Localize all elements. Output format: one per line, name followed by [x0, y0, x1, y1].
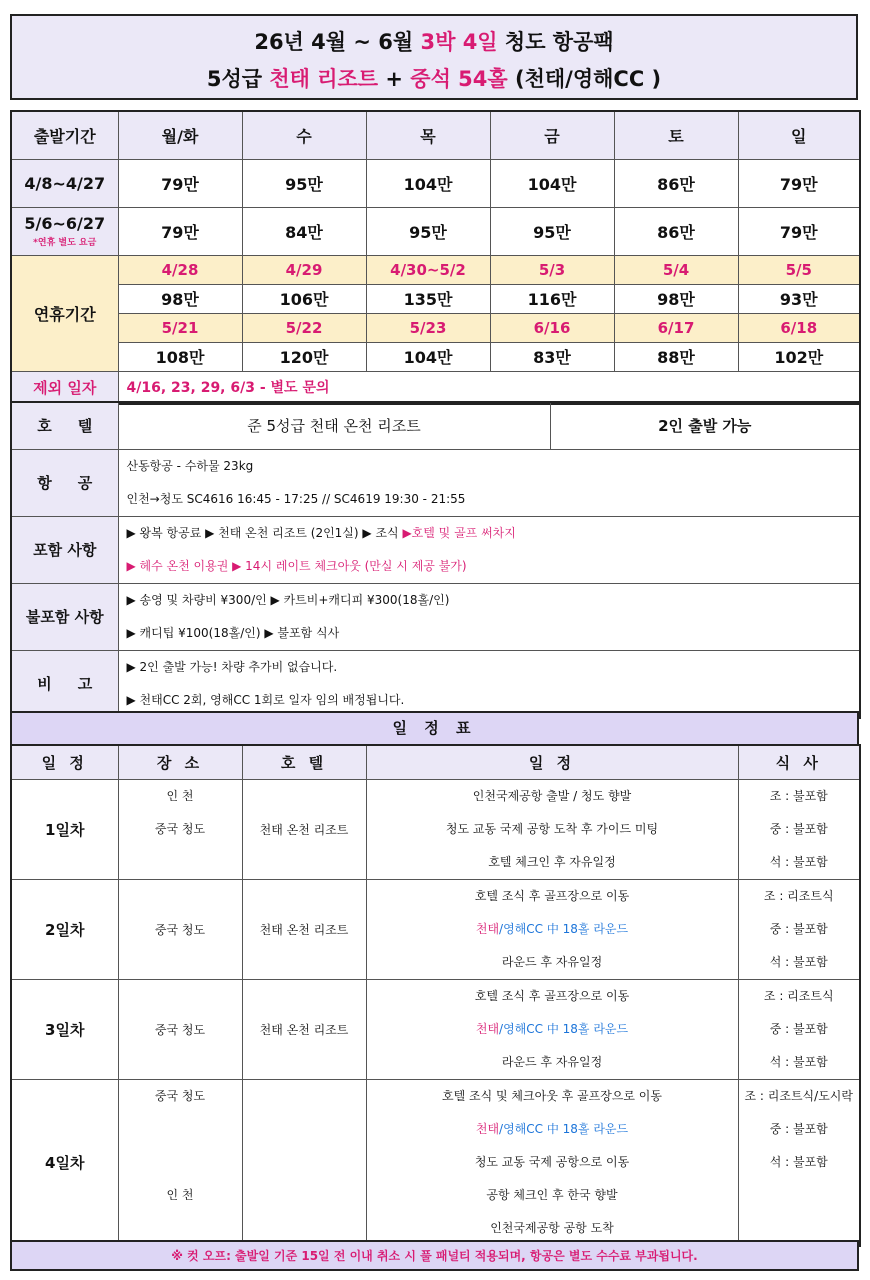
round-course-a: 천태	[475, 1021, 500, 1036]
holiday-price-row	[11, 284, 860, 313]
price-cell: 79만	[738, 207, 860, 255]
hotel-cell: 천태 온천 리조트	[242, 979, 366, 1079]
holiday-date: 6/16	[490, 313, 614, 342]
price-cell: 104만	[366, 342, 490, 371]
holiday-date: 5/4	[614, 255, 738, 284]
place-cell: 중국 청도	[118, 879, 242, 979]
price-row	[11, 159, 860, 207]
title-line-1	[12, 26, 856, 56]
price-cell: 104만	[490, 159, 614, 207]
round-course-a: 천태	[475, 1121, 500, 1136]
itinerary-round	[367, 1013, 738, 1046]
period-label: 5/6~6/27	[24, 214, 106, 233]
cutoff-notice: ※ 컷 오프: 출발일 기준 15일 전 이내 취소 시 풀 패널티 적용되며, 항공은 별도 수수료 부과됩니다.	[10, 1240, 859, 1271]
price-cell: 95만	[242, 159, 366, 207]
price-cell: 95만	[490, 207, 614, 255]
place: 인 천	[166, 1187, 194, 1202]
meal-cell	[738, 1079, 860, 1246]
title-line-2	[12, 63, 856, 93]
title-golf: 중석 54홀	[410, 67, 508, 91]
price-cell: 108만	[118, 342, 242, 371]
itinerary-item: 인천국제공항 공항 도착	[490, 1220, 614, 1235]
departure-period-header: 출발기간	[11, 111, 118, 159]
title-text: 26년 4월 ~ 6월	[254, 30, 421, 54]
price-cell: 98만	[118, 284, 242, 313]
day-label: 4일차	[11, 1079, 118, 1246]
hotel-cell	[242, 1079, 366, 1246]
title-text: 5성급	[206, 67, 270, 91]
round-course-b: /영해CC 中 18홀 라운드	[499, 1021, 629, 1036]
itinerary-round	[367, 1113, 738, 1146]
schedule-header-hotel: 호 텔	[242, 745, 366, 779]
schedule-day-row	[11, 779, 860, 879]
holiday-date: 4/30~5/2	[366, 255, 490, 284]
meal: 조 : 리조트식	[763, 988, 834, 1003]
meal: 조 : 리조트식	[763, 888, 834, 903]
included-text: ▶ 왕복 항공료 ▶ 천태 온천 리조트 (2인1실) ▶ 조식	[126, 525, 403, 540]
title-resort: 천태 리조트	[269, 67, 379, 91]
day-header: 월/화	[118, 111, 242, 159]
day-label: 1일차	[11, 779, 118, 879]
holiday-date-row	[11, 313, 860, 342]
hotel-label: 호 텔	[11, 402, 118, 449]
title-duration: 3박 4일	[420, 30, 498, 54]
meal: 조 : 불포함	[769, 788, 828, 803]
period-label-cell	[11, 207, 118, 255]
itinerary-cell	[366, 879, 738, 979]
itinerary-item: 라운드 후 자유일정	[501, 1054, 603, 1069]
meal: 중 : 불포함	[769, 1121, 828, 1136]
air-label: 항 공	[11, 449, 118, 516]
included-surcharge: ▶호텔 및 골프 써차지	[402, 525, 516, 540]
excluded-dates: 4/16, 23, 29, 6/3 - 별도 문의	[118, 371, 860, 404]
included-label: 포함 사항	[11, 516, 118, 583]
place-cell	[118, 1079, 242, 1246]
title-text: +	[378, 67, 411, 91]
itinerary-item: 라운드 후 자유일정	[501, 954, 603, 969]
price-cell: 104만	[366, 159, 490, 207]
price-cell: 95만	[366, 207, 490, 255]
holiday-date: 5/23	[366, 313, 490, 342]
place: 인 천	[166, 788, 194, 803]
included-line	[127, 517, 860, 550]
excluded-label: 제외 일자	[11, 371, 118, 404]
schedule-header-itinerary: 일 정	[366, 745, 738, 779]
holiday-date: 5/22	[242, 313, 366, 342]
holiday-date: 5/5	[738, 255, 860, 284]
place-cell	[118, 779, 242, 879]
included-line: ▶ 헤수 온천 이용권 ▶ 14시 레이트 체크아웃 (만실 시 제공 불가)	[126, 558, 467, 573]
excluded-dates-row	[11, 371, 860, 404]
day-header: 수	[242, 111, 366, 159]
holiday-date: 6/18	[738, 313, 860, 342]
day-label: 3일차	[11, 979, 118, 1079]
excluded-row	[11, 583, 860, 650]
price-cell: 102만	[738, 342, 860, 371]
schedule-header-day: 일 정	[11, 745, 118, 779]
price-cell: 106만	[242, 284, 366, 313]
holiday-date: 6/17	[614, 313, 738, 342]
itinerary-item: 호텔 조식 후 골프장으로 이동	[474, 988, 630, 1003]
price-cell: 116만	[490, 284, 614, 313]
schedule-header-row	[11, 745, 860, 779]
meal: 중 : 불포함	[769, 921, 828, 936]
day-label: 2일차	[11, 879, 118, 979]
title-text: 청도 항공팩	[497, 30, 614, 54]
place	[119, 846, 242, 879]
meal: 조 : 리조트식/도시락	[744, 1088, 853, 1103]
not-included-line: ▶ 캐디팁 ¥100(18홀/인) ▶ 불포함 식사	[126, 625, 340, 640]
remark-row	[11, 650, 860, 718]
air-row	[11, 449, 860, 516]
schedule-header-place: 장 소	[118, 745, 242, 779]
holiday-date: 5/21	[118, 313, 242, 342]
holiday-price-row	[11, 342, 860, 371]
schedule-title: 일 정 표	[10, 711, 859, 744]
holiday-label: 연휴기간	[11, 255, 118, 371]
air-details	[118, 449, 860, 516]
itinerary-item: 청도 교동 국제 공항으로 이동	[474, 1154, 630, 1169]
meal: 석 : 불포함	[769, 1054, 828, 1069]
round-course-a: 천태	[475, 921, 500, 936]
meal: 석 : 불포함	[769, 1154, 828, 1169]
flight-info: 인천→청도 SC4616 16:45 - 17:25 // SC4619 19:30 - 21:55	[126, 491, 466, 506]
remark-line: ▶ 천태CC 2회, 영해CC 1회로 일자 임의 배정됩니다.	[126, 692, 405, 707]
itinerary-item: 호텔 체크인 후 자유일정	[488, 854, 616, 869]
price-row	[11, 207, 860, 255]
itinerary-round	[367, 913, 738, 946]
not-included-details	[118, 583, 860, 650]
day-header: 토	[614, 111, 738, 159]
meal: 중 : 불포함	[769, 1021, 828, 1036]
place: 중국 청도	[154, 1088, 206, 1103]
price-cell: 83만	[490, 342, 614, 371]
place-cell: 중국 청도	[118, 979, 242, 1079]
meal-cell	[738, 879, 860, 979]
included-details	[118, 516, 860, 583]
meal-cell	[738, 979, 860, 1079]
title-box	[10, 14, 858, 100]
place	[119, 1146, 242, 1179]
price-cell: 93만	[738, 284, 860, 313]
holiday-date: 5/3	[490, 255, 614, 284]
holiday-note: *연휴 별도 요금	[33, 238, 97, 248]
not-included-label: 불포함 사항	[11, 583, 118, 650]
itinerary-item: 공항 체크인 후 한국 향발	[486, 1187, 618, 1202]
schedule-table	[10, 744, 861, 1247]
round-course-b: /영해CC 中 18홀 라운드	[499, 921, 629, 936]
itinerary-cell	[366, 1079, 738, 1246]
meal-cell	[738, 779, 860, 879]
day-header: 일	[738, 111, 860, 159]
hotel-cell: 천태 온천 리조트	[242, 779, 366, 879]
included-row	[11, 516, 860, 583]
meal: 석 : 불포함	[769, 854, 828, 869]
place	[119, 1113, 242, 1146]
schedule-day-row	[11, 879, 860, 979]
itinerary-cell	[366, 779, 738, 879]
round-course-b: /영해CC 中 18홀 라운드	[499, 1121, 629, 1136]
schedule-header-meal: 식 사	[738, 745, 860, 779]
price-cell: 86만	[614, 207, 738, 255]
day-header: 금	[490, 111, 614, 159]
itinerary-item: 호텔 조식 및 체크아웃 후 골프장으로 이동	[442, 1088, 662, 1103]
itinerary-cell	[366, 979, 738, 1079]
price-cell: 86만	[614, 159, 738, 207]
meal: 중 : 불포함	[769, 821, 828, 836]
price-cell: 120만	[242, 342, 366, 371]
schedule-day-row	[11, 1079, 860, 1246]
remark-label: 비 고	[11, 650, 118, 718]
price-cell: 79만	[118, 207, 242, 255]
price-cell: 79만	[118, 159, 242, 207]
price-cell: 88만	[614, 342, 738, 371]
remark-line: ▶ 2인 출발 가능! 차량 추가비 없습니다.	[126, 659, 338, 674]
holiday-date: 4/28	[118, 255, 242, 284]
price-table	[10, 110, 861, 405]
hotel-cell: 천태 온천 리조트	[242, 879, 366, 979]
meal: 석 : 불포함	[769, 954, 828, 969]
title-text: (천태/영해CC )	[507, 67, 662, 91]
meal	[739, 1179, 860, 1212]
holiday-date-row	[11, 255, 860, 284]
itinerary-item: 청도 교동 국제 공항 도착 후 가이드 미팅	[445, 821, 659, 836]
price-cell: 84만	[242, 207, 366, 255]
not-included-line: ▶ 송영 및 차량비 ¥300/인 ▶ 카트비+캐디피 ¥300(18홀/인)	[126, 592, 450, 607]
day-header: 목	[366, 111, 490, 159]
itinerary-item: 호텔 조식 후 골프장으로 이동	[474, 888, 630, 903]
hotel-row	[11, 402, 860, 449]
price-cell: 98만	[614, 284, 738, 313]
price-header-row	[11, 111, 860, 159]
schedule-day-row	[11, 979, 860, 1079]
price-cell: 79만	[738, 159, 860, 207]
holiday-date: 4/29	[242, 255, 366, 284]
hotel-note: 2인 출발 가능	[550, 402, 860, 449]
price-cell: 135만	[366, 284, 490, 313]
airline-info: 산동항공 - 수하물 23kg	[126, 458, 254, 473]
itinerary-item: 인천국제공항 출발 / 청도 향발	[472, 788, 632, 803]
period-label: 4/8~4/27	[11, 159, 118, 207]
place: 중국 청도	[154, 821, 206, 836]
info-table	[10, 401, 861, 719]
remark-details	[118, 650, 860, 718]
hotel-name: 준 5성급 천태 온천 리조트	[118, 402, 550, 449]
